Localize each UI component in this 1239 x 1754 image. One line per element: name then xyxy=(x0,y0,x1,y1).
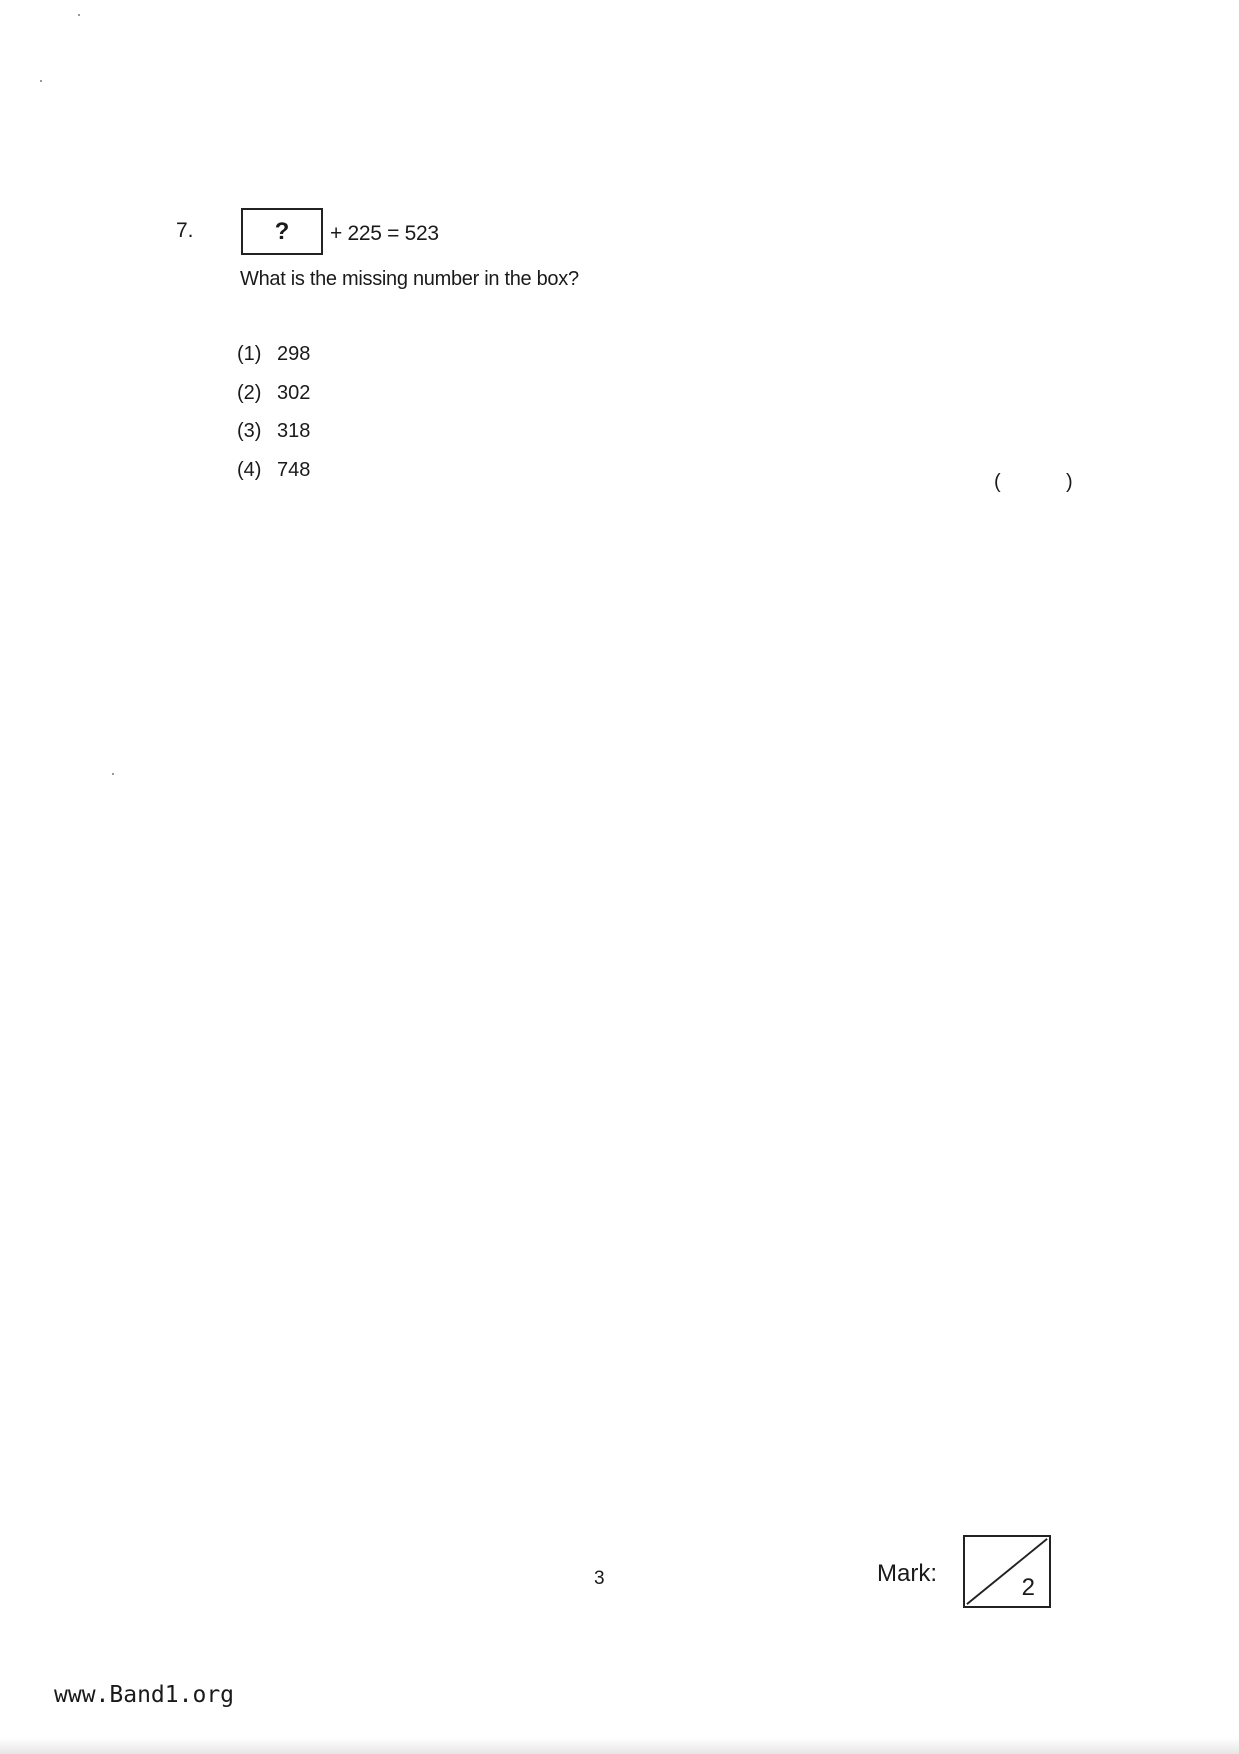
footer-url: www.Band1.org xyxy=(54,1682,235,1708)
question-number: 7. xyxy=(176,219,194,242)
missing-number-box xyxy=(241,208,323,255)
option-value: 318 xyxy=(277,420,311,442)
option-number: (2) xyxy=(237,381,262,404)
scan-speck xyxy=(78,14,80,16)
scan-speck xyxy=(40,80,42,82)
option-value: 748 xyxy=(277,458,311,481)
mark-label: Mark: xyxy=(877,1560,937,1587)
mark-box xyxy=(963,1535,1051,1608)
option-1[interactable] xyxy=(237,343,310,382)
option-number: (3) xyxy=(237,420,262,442)
answer-blank-left-paren[interactable]: ( xyxy=(994,471,1001,493)
answer-blank-right-paren[interactable]: ) xyxy=(1066,471,1073,493)
answer-options xyxy=(237,343,310,497)
scan-edge-shadow xyxy=(0,1738,1239,1754)
option-3[interactable] xyxy=(237,420,310,459)
question-prompt: What is the missing number in the box? xyxy=(240,268,579,290)
question-mark: ? xyxy=(274,217,290,245)
option-4[interactable] xyxy=(237,459,310,498)
mark-diagonal xyxy=(965,1537,1049,1606)
option-number: (1) xyxy=(237,343,262,365)
scan-speck xyxy=(112,773,114,775)
equation-text: + 225 = 523 xyxy=(330,222,439,245)
option-value: 298 xyxy=(277,343,311,365)
page-number: 3 xyxy=(594,1568,605,1589)
option-number: (4) xyxy=(237,458,262,481)
option-2[interactable] xyxy=(237,382,310,421)
option-value: 302 xyxy=(277,381,311,404)
mark-total: 2 xyxy=(1021,1574,1035,1601)
